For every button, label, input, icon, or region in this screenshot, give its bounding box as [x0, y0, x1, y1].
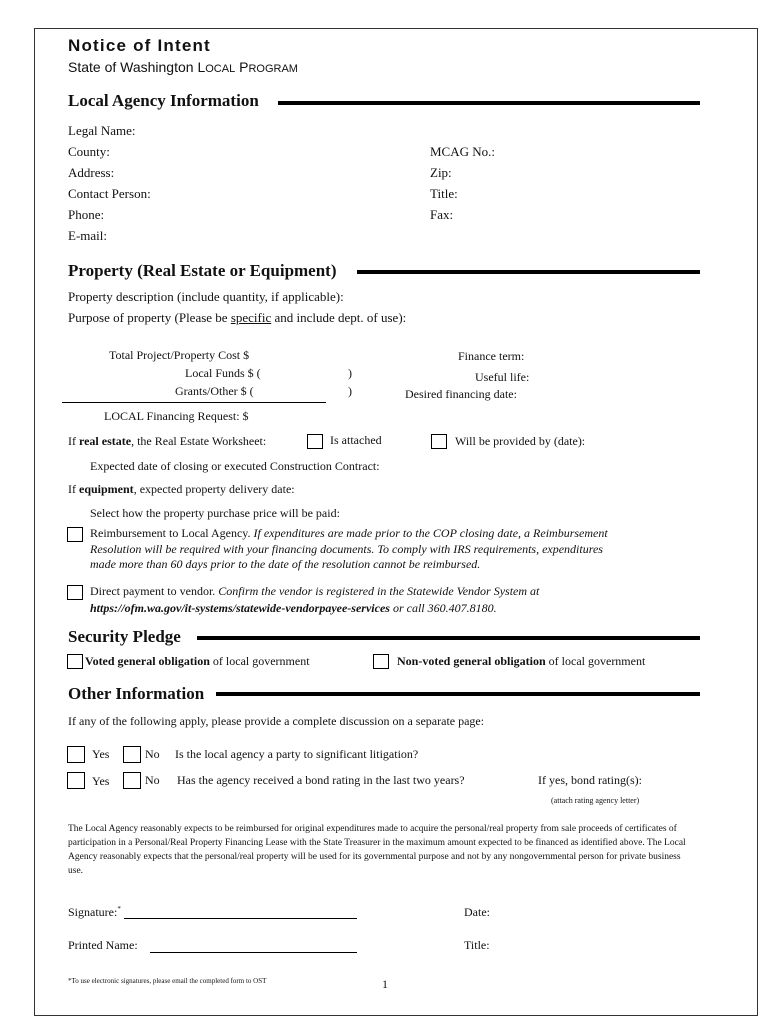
- grants-label: Grants/Other $ (: [175, 384, 254, 398]
- mcag-label: MCAG No.:: [430, 144, 496, 159]
- equipment-label: If equipment, expected property delivery date:: [68, 482, 295, 496]
- phone-label: Phone:: [68, 207, 105, 222]
- bond-rating-question: Has the agency received a bond rating in the last two years?: [177, 773, 465, 787]
- attach-letter-note: (attach rating agency letter): [551, 796, 640, 805]
- litigation-no-label: No: [145, 747, 160, 761]
- litigation-yes-checkbox[interactable]: [67, 746, 85, 763]
- vendor-system-link[interactable]: https://ofm.wa.gov/it-systems/statewide-vendorpayee-services: [90, 601, 390, 615]
- bond-rating-no-label: No: [145, 773, 160, 787]
- direct-payment-text-2: https://ofm.wa.gov/it-systems/statewide-vendorpayee-services or call 360.407.8180.: [90, 601, 497, 615]
- direct-payment-checkbox[interactable]: [67, 585, 83, 600]
- signature-label: Signature:*: [68, 905, 121, 919]
- real-estate-label: If real estate, the Real Estate Worksheet:: [68, 434, 267, 448]
- useful-life-label: Useful life:: [475, 370, 530, 384]
- will-be-provided-checkbox[interactable]: [431, 434, 447, 449]
- printed-name-label: Printed Name:: [68, 938, 138, 952]
- bond-rating-no-checkbox[interactable]: [123, 772, 141, 789]
- financing-request-label: LOCAL Financing Request: $: [104, 409, 249, 423]
- reimbursement-statement: The Local Agency reasonably expects to be reimbursed for original expenditures made to acquire the personal/real property from sale proceeds of certificates of participation in a Personal/Real Property Financing Lease with the State Treasurer in the maximum amount expected to be financed as identified above. The Local Agency reasonably expects that the personal/real property will be used for its governmental purpose and not by any nongovernmental person for private business use.: [68, 824, 686, 876]
- reimbursement-text-1: Reimbursement to Local Agency. If expenditures are made prior to the COP closing date, a Reimbursement: [90, 526, 608, 540]
- bond-rating-label: If yes, bond rating(s):: [538, 773, 642, 787]
- sum-line: [62, 402, 326, 403]
- bond-rating-yes-label: Yes: [92, 774, 110, 788]
- local-funds-label: Local Funds $ (: [185, 366, 261, 380]
- litigation-no-checkbox[interactable]: [123, 746, 141, 763]
- fax-label: Fax:: [430, 207, 454, 222]
- section-heading-property: Property (Real Estate or Equipment): [68, 261, 337, 280]
- is-attached-checkbox[interactable]: [307, 434, 323, 449]
- address-label: Address:: [68, 165, 115, 180]
- legal-name-label: Legal Name:: [68, 123, 136, 138]
- section-heading-agency: Local Agency Information: [68, 91, 259, 110]
- grants-close: ): [348, 384, 352, 398]
- contact-label: Contact Person:: [68, 186, 151, 201]
- electronic-signature-note: *To use electronic signatures, please email the completed form to OST: [68, 977, 267, 985]
- section-rule: [278, 101, 700, 105]
- signer-title-label: Title:: [464, 938, 490, 952]
- closing-date-label: Expected date of closing or executed Construction Contract:: [90, 459, 380, 473]
- litigation-question: Is the local agency a party to significant litigation?: [175, 747, 419, 761]
- title-label: Title:: [430, 186, 458, 201]
- desired-date-label: Desired financing date:: [405, 387, 517, 401]
- signature-line[interactable]: [124, 918, 357, 919]
- litigation-yes-label: Yes: [92, 747, 110, 761]
- will-be-provided-label: Will be provided by (date):: [455, 434, 586, 448]
- payment-method-label: Select how the property purchase price will be paid:: [90, 506, 340, 520]
- voted-go-label: Voted general obligation of local government: [85, 654, 310, 668]
- section-heading-security: Security Pledge: [68, 627, 181, 646]
- voted-go-checkbox[interactable]: [67, 654, 83, 669]
- section-rule: [357, 270, 700, 274]
- nonvoted-go-label: Non-voted general obligation of local government: [397, 654, 646, 668]
- email-label: E-mail:: [68, 228, 107, 243]
- printed-name-line[interactable]: [150, 952, 357, 953]
- county-label: County:: [68, 144, 110, 159]
- property-purpose-label: Purpose of property (Please be specific and include dept. of use):: [68, 310, 407, 325]
- finance-term-label: Finance term:: [458, 349, 525, 363]
- is-attached-label: Is attached: [330, 433, 382, 447]
- reimbursement-checkbox[interactable]: [67, 527, 83, 542]
- property-description-label: Property description (include quantity, if applicable):: [68, 289, 344, 304]
- form-title: Notice of Intent: [68, 36, 211, 55]
- bond-rating-yes-checkbox[interactable]: [67, 772, 85, 789]
- page-number: 1: [382, 977, 388, 991]
- section-heading-other: Other Information: [68, 684, 205, 703]
- direct-payment-text-1: Direct payment to vendor. Confirm the vendor is registered in the Statewide Vendor System at: [90, 584, 540, 598]
- section-rule: [197, 636, 700, 640]
- other-intro: If any of the following apply, please provide a complete discussion on a separate page:: [68, 714, 485, 728]
- total-cost-label: Total Project/Property Cost $: [109, 348, 250, 362]
- date-label: Date:: [464, 905, 490, 919]
- section-rule: [216, 692, 700, 696]
- zip-label: Zip:: [430, 165, 452, 180]
- reimbursement-text-2: Resolution will be required with your financing documents. To comply with IRS requirements, expenditures: [90, 542, 603, 556]
- form-subtitle: State of Washington LOCAL PROGRAM: [68, 59, 298, 75]
- reimbursement-text-3: made more than 60 days prior to the date of the resolution cannot be reimbursed.: [90, 557, 481, 571]
- local-funds-close: ): [348, 366, 352, 380]
- nonvoted-go-checkbox[interactable]: [373, 654, 389, 669]
